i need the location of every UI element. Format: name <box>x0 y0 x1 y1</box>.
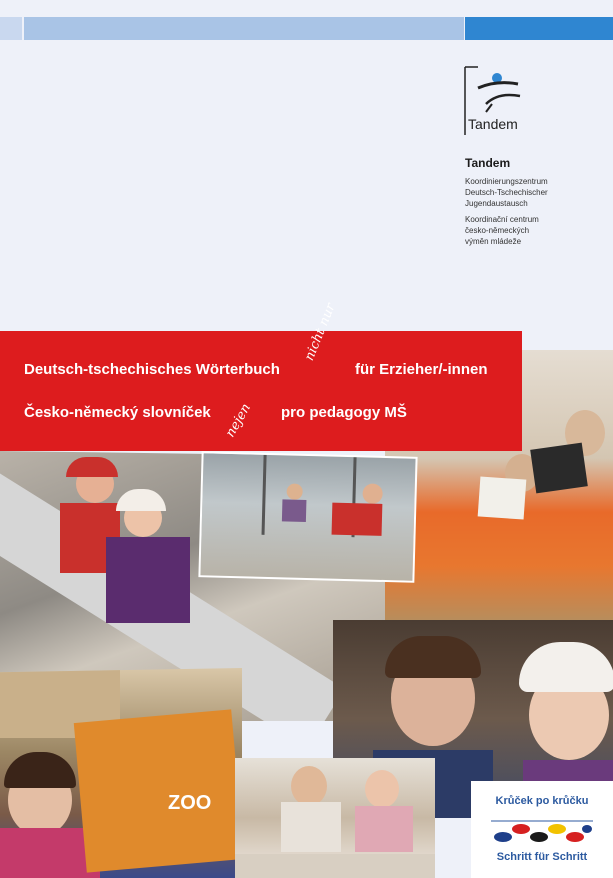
title-cz-handwritten: nejen <box>223 401 255 440</box>
photo-children-eating <box>235 758 435 878</box>
badge-text-de: Schritt für Schritt <box>496 851 588 863</box>
zoo-book-cover <box>74 709 244 872</box>
tandem-logo <box>464 66 530 136</box>
footprints-icon <box>491 817 593 845</box>
org-de-line: Koordinierungszentrum <box>465 177 548 186</box>
title-de-handwritten: nicht nur <box>302 301 339 363</box>
org-de-line: Jugendaustausch <box>465 199 528 208</box>
org-cz-line: Koordinační centrum <box>465 215 539 224</box>
title-cz-part2: pro pedagogy MŠ <box>281 404 407 421</box>
org-name: Tandem <box>465 156 511 170</box>
step-by-step-badge <box>471 781 613 878</box>
photo-children-on-swing <box>198 451 417 583</box>
top-bar-segment-left <box>0 17 22 40</box>
org-cz-line: výměn mládeže <box>465 237 522 246</box>
title-de-part2: für Erzieher/-innen <box>355 361 488 378</box>
top-bar-segment-right <box>465 17 613 40</box>
organization-info <box>465 156 605 247</box>
logo-text: Tandem <box>468 116 518 132</box>
zoo-book-title: ZOO <box>168 792 212 814</box>
org-cz-line: česko-německých <box>465 226 530 235</box>
title-de-part1: Deutsch-tschechisches Wörterbuch <box>24 361 280 378</box>
org-de-line: Deutsch-Tschechischer <box>465 188 548 197</box>
badge-text-cz: Krůček po krůčku <box>495 795 589 807</box>
title-banner <box>0 331 522 451</box>
top-bar-segment-middle <box>24 17 464 40</box>
title-cz-part1: Česko-německý slovníček <box>24 404 211 421</box>
